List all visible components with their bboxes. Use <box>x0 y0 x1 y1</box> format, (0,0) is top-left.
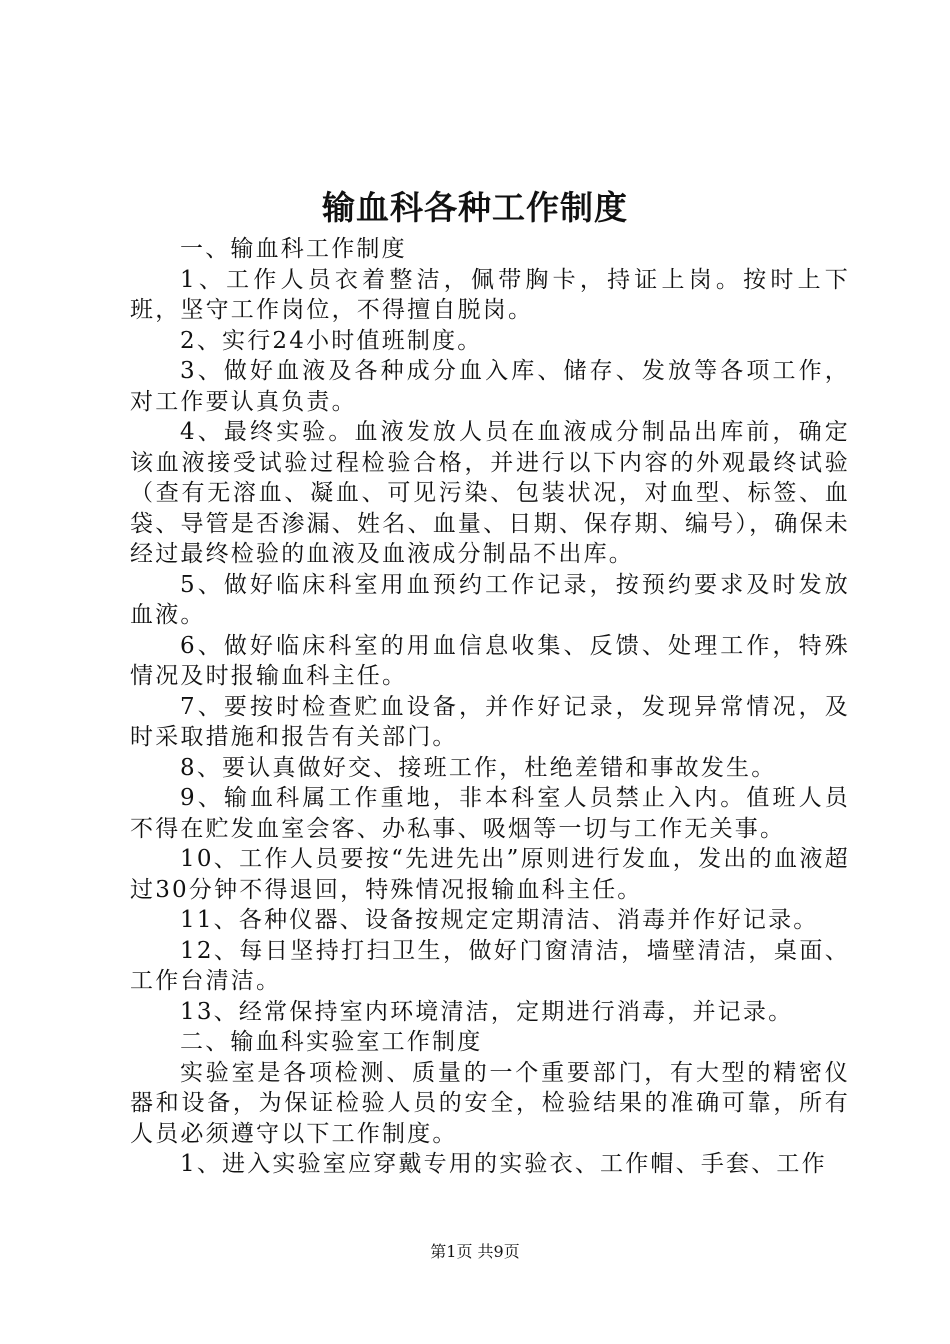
paragraph: 8、要认真做好交、接班工作，杜绝差错和事故发生。 <box>180 754 777 781</box>
paragraph: 10、工作人员要按“先进先出”原则进行发血，发出的血液超过30分钟不得退回，特殊情况报输血科主任。 <box>130 846 850 903</box>
paragraph: 7、要按时检查贮血设备，并作好记录，发现异常情况，及时采取措施和报告有关部门。 <box>130 693 850 750</box>
paragraph: 2、实行24小时值班制度。 <box>180 327 483 354</box>
paragraph: 1、进入实验室应穿戴专用的实验衣、工作帽、手套、工作 <box>180 1151 827 1177</box>
paragraph: 4、最终实验。血液发放人员在血液成分制品出库前，确定该血液接受试验过程检验合格，并进行以下内容的外观最终试验（查有无溶血、凝血、可见污染、包装状况，对血型、标签、血袋、导管是否渗漏、姓名、血量、日期、保存期、编号），确保未经过最终检验的血液及血液成分制品不出库。 <box>130 419 850 567</box>
document-body <box>130 234 850 1180</box>
section-heading: 一、输血科工作制度 <box>180 236 407 262</box>
paragraph: 5、做好临床科室用血预约工作记录，按预约要求及时发放血液。 <box>130 571 850 628</box>
page-footer: 第1页 共9页 <box>430 1242 520 1261</box>
paragraph: 6、做好临床科室的用血信息收集、反馈、处理工作，特殊情况及时报输血科主任。 <box>130 632 850 689</box>
paragraph: 13、经常保持室内环境清洁，定期进行消毒，并记录。 <box>180 998 794 1025</box>
paragraph: 12、每日坚持打扫卫生，做好门窗清洁，墙壁清洁，桌面、工作台清洁。 <box>130 937 850 994</box>
paragraph: 1、工作人员衣着整洁，佩带胸卡，持证上岗。按时上下班，坚守工作岗位，不得擅自脱岗。 <box>130 266 850 323</box>
section-heading: 二、输血科实验室工作制度 <box>180 1029 483 1055</box>
paragraph: 3、做好血液及各种成分血入库、储存、发放等各项工作，对工作要认真负责。 <box>130 358 850 415</box>
document-title: 输血科各种工作制度 <box>322 188 628 227</box>
paragraph: 实验室是各项检测、质量的一个重要部门，有大型的精密仪器和设备，为保证检验人员的安全，检验结果的准确可靠，所有人员必须遵守以下工作制度。 <box>130 1059 850 1147</box>
paragraph: 9、输血科属工作重地，非本科室人员禁止入内。值班人员不得在贮发血室会客、办私事、吸烟等一切与工作无关事。 <box>130 785 850 842</box>
paragraph: 11、各种仪器、设备按规定定期清洁、消毒并作好记录。 <box>180 907 819 933</box>
